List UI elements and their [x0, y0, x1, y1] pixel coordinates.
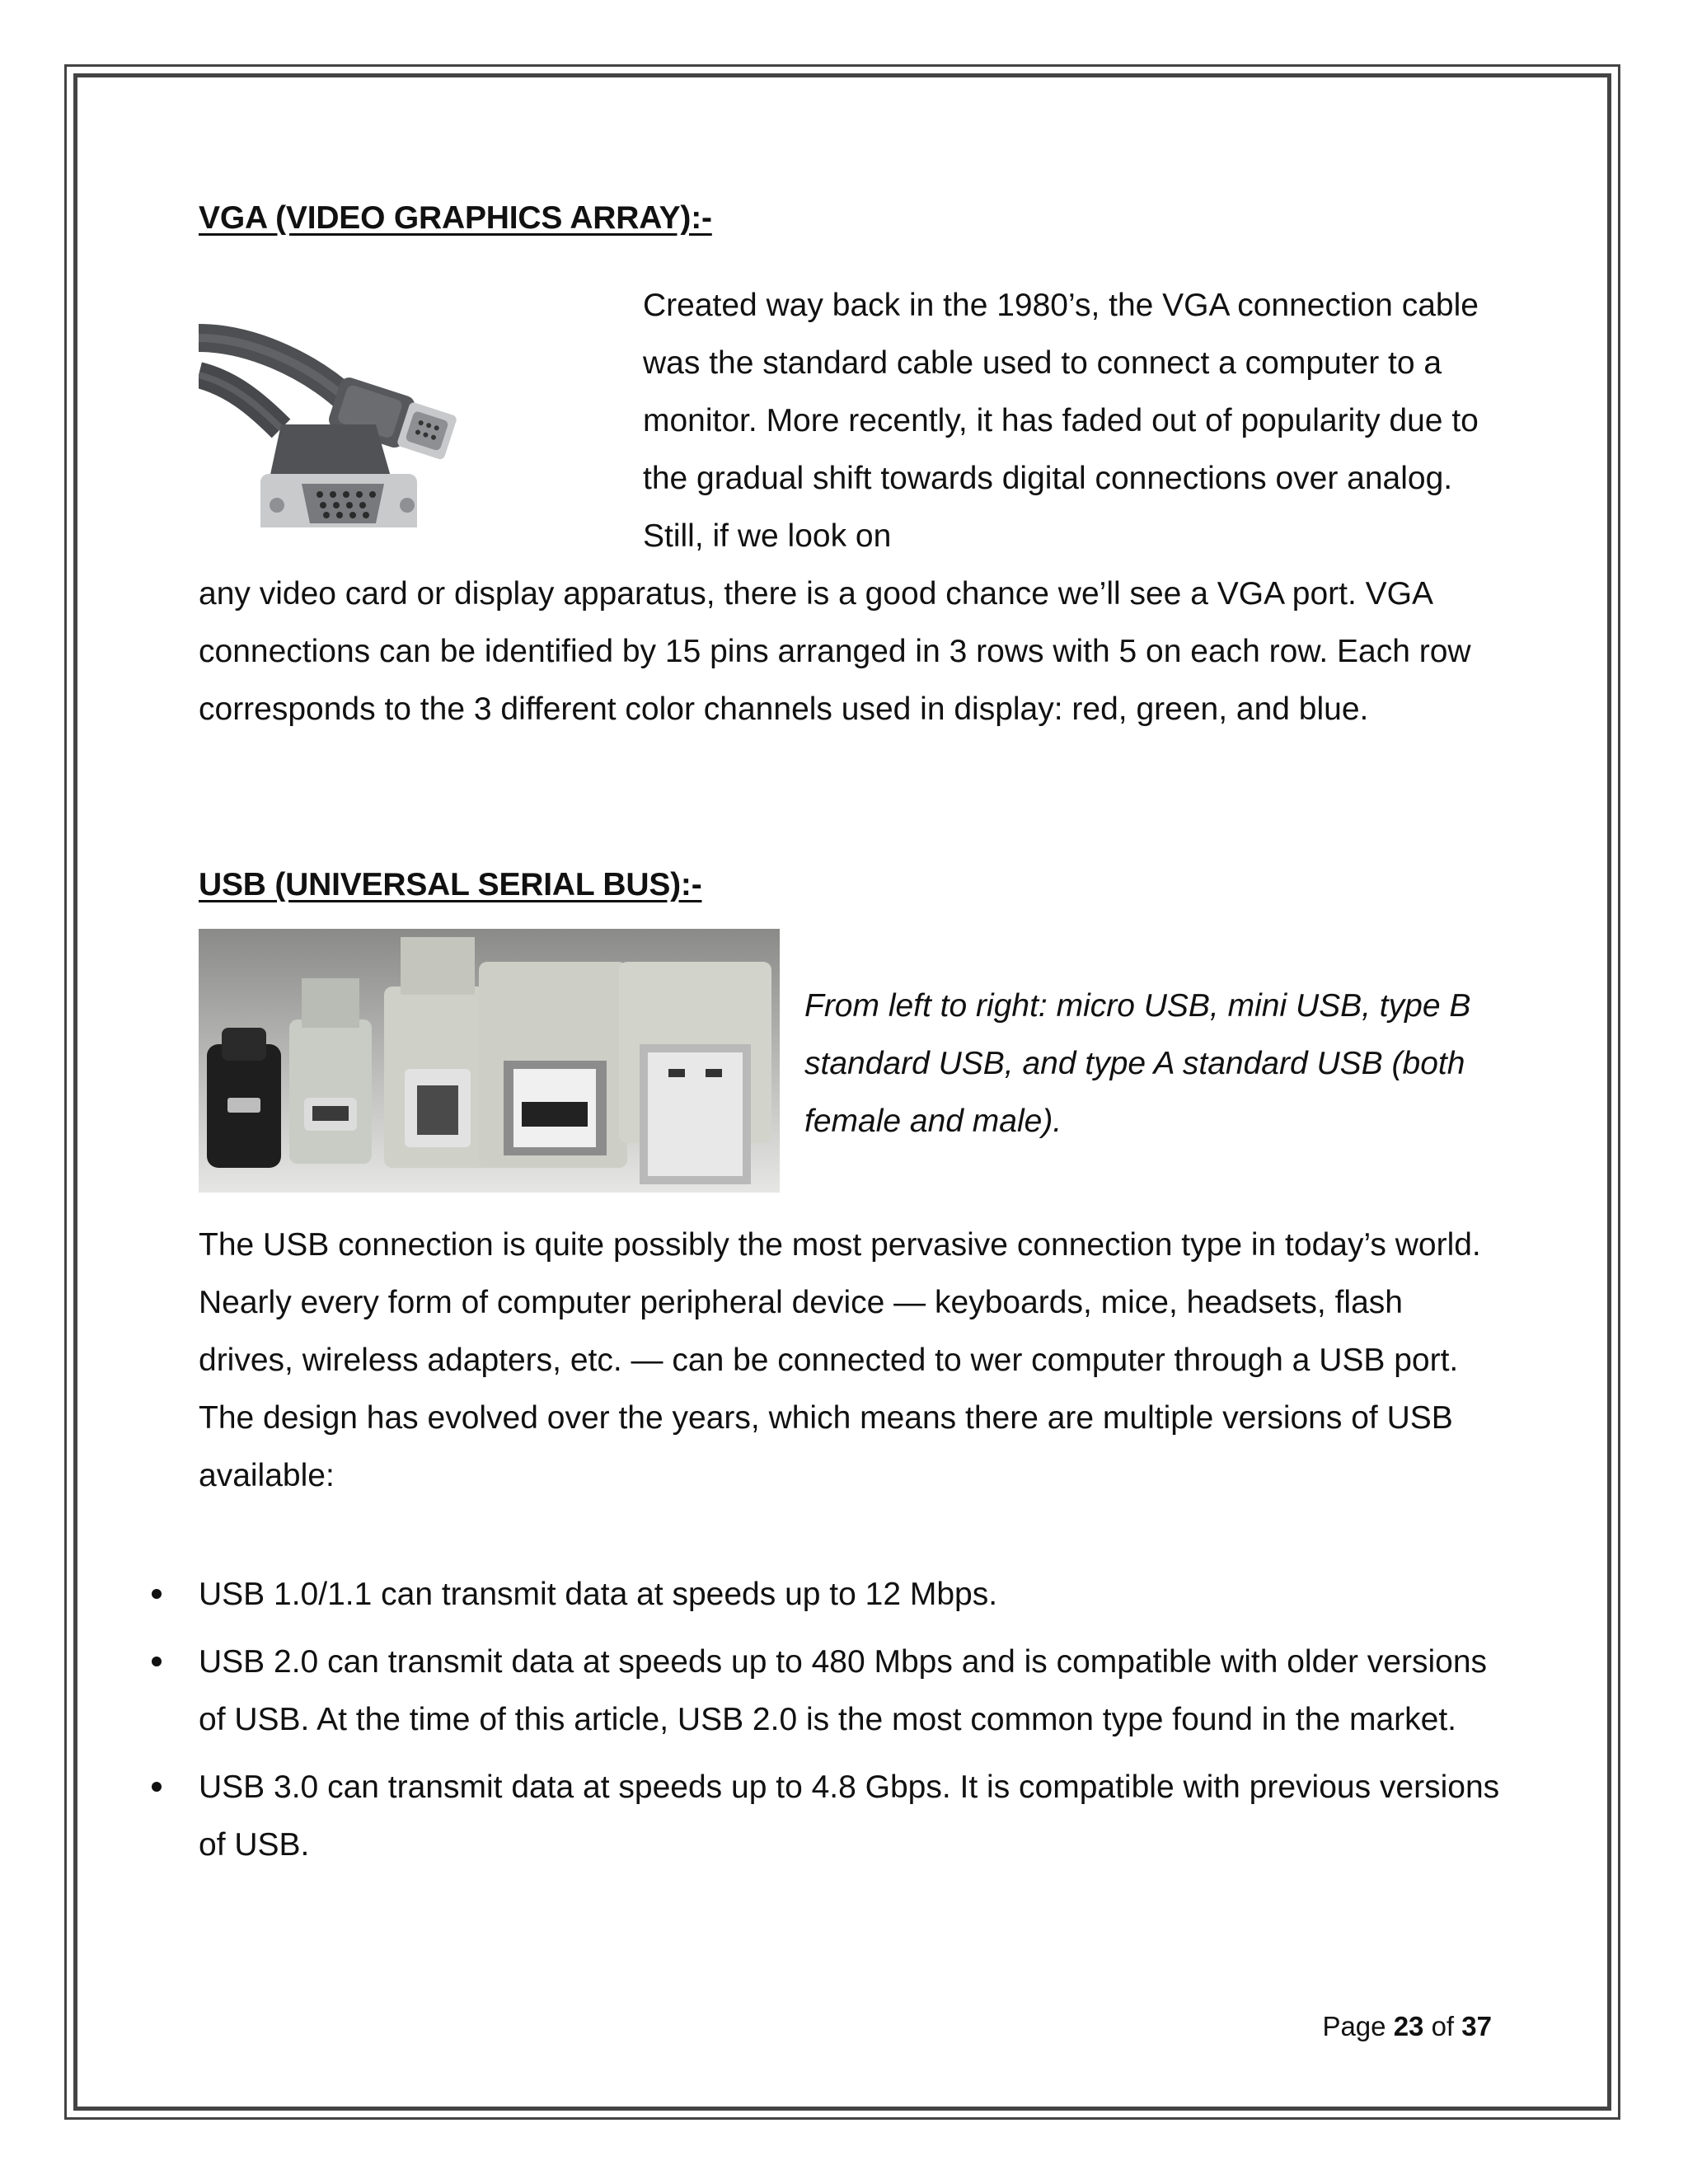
page-footer	[1220, 2011, 1492, 2042]
vga-cable-photo	[199, 305, 561, 527]
usb-connectors-photo	[199, 929, 780, 1193]
current-page-number: 23	[1393, 2011, 1424, 2041]
bullet-icon	[152, 1782, 162, 1792]
bullet-icon	[152, 1589, 162, 1599]
bullet-icon	[152, 1657, 162, 1666]
page-word: Page	[1322, 2011, 1386, 2041]
total-pages-number: 37	[1461, 2011, 1492, 2041]
usb-body-paragraph: The USB connection is quite possibly the most pervasive connection type in today’s world. Nearly every form of computer peripheral device — keyboards, mice, headsets, flash drives, wireless adapters, etc. — can be connected to wer computer through a USB port. The design has evolved over the years, which means there are multiple versions of USB available:	[199, 1227, 1481, 1493]
usb-image-caption: From left to right: micro USB, mini USB, type B standard USB, and type A standard USB (both female and male).	[804, 988, 1471, 1139]
vga-continued-paragraph: any video card or display apparatus, there is a good chance we’ll see a VGA port. VGA connections can be identified by 15 pins arranged in 3 rows with 5 on each row. Each row corresponds to the 3 different color channels used in display: red, green, and blue.	[199, 576, 1471, 727]
usb-heading: USB (UNIVERSAL SERIAL BUS):-	[199, 867, 702, 902]
vga-heading: VGA (VIDEO GRAPHICS ARRAY):-	[199, 200, 712, 236]
usb-version-text: USB 1.0/1.1 can transmit data at speeds up to 12 Mbps.	[199, 1577, 998, 1612]
list-item	[199, 1633, 1501, 1749]
vga-intro-paragraph: Created way back in the 1980’s, the VGA connection cable was the standard cable used to connect a computer to a monitor. More recently, it has faded out of popularity due to the gradual shift towards digital connections over analog. Still, if we look on	[643, 288, 1479, 554]
list-item	[199, 1566, 1501, 1624]
usb-versions-list	[199, 1566, 1501, 1884]
of-word: of	[1431, 2011, 1455, 2041]
list-item	[199, 1759, 1501, 1874]
usb-version-text: USB 2.0 can transmit data at speeds up to 480 Mbps and is compatible with older versions of USB. At the time of this article, USB 2.0 is the most common type found in the market.	[199, 1644, 1488, 1737]
usb-version-text: USB 3.0 can transmit data at speeds up to 4.8 Gbps. It is compatible with previous versions of USB.	[199, 1769, 1500, 1863]
